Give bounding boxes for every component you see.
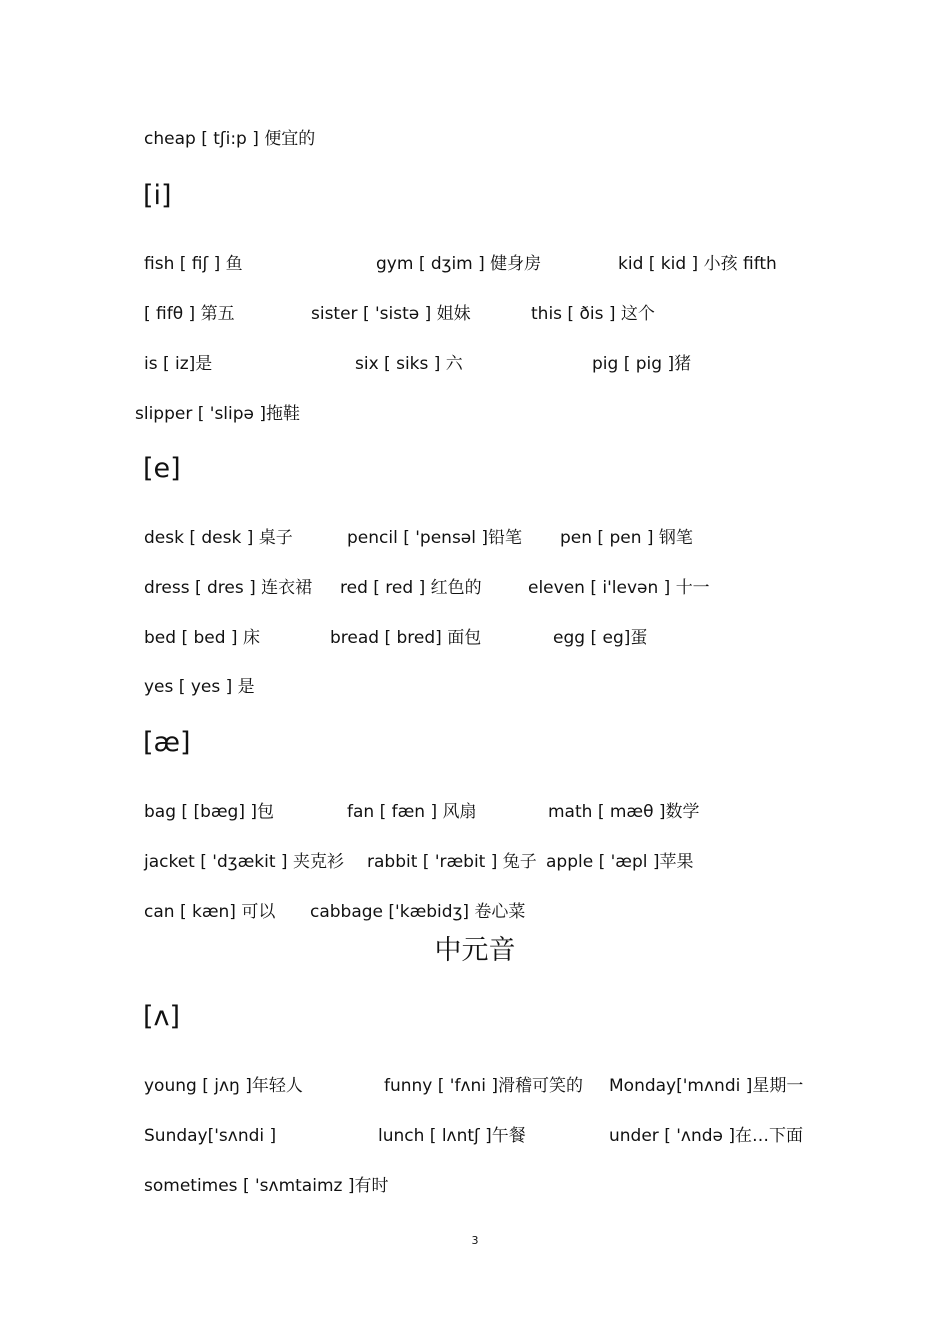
word-is: is [ iz]是: [144, 354, 213, 374]
word-eleven: eleven [ i'levən ] 十一: [528, 578, 710, 598]
word-jacket: jacket [ 'dʒækit ] 夹克衫: [144, 852, 344, 872]
word-this: this [ ðis ] 这个: [531, 304, 655, 324]
word-sometimes: sometimes [ 'sʌmtaimz ]有时: [144, 1176, 389, 1196]
word-kid: kid [ kid ] 小孩 fifth: [618, 254, 777, 274]
word-pen: pen [ pen ] 钢笔: [560, 528, 693, 548]
word-monday: Monday['mʌndi ]星期一: [609, 1076, 804, 1096]
word-gym: gym [ dʒim ] 健身房: [376, 254, 542, 274]
word-cabbage: cabbage ['kæbidʒ] 卷心菜: [310, 902, 526, 922]
word-pencil: pencil [ 'pensəl ]铅笔: [347, 528, 523, 548]
phoneme-heading-e: [e]: [143, 453, 181, 484]
word-bag: bag [ [bæg] ]包: [144, 802, 275, 822]
word-sunday: Sunday['sʌndi ]: [144, 1126, 277, 1146]
word-pig: pig [ pig ]猪: [592, 354, 692, 374]
phoneme-heading-ae: [æ]: [143, 727, 191, 758]
word-funny: funny [ 'fʌni ]滑稽可笑的: [384, 1076, 584, 1096]
phoneme-heading-i: [i]: [143, 180, 172, 211]
word-sister: sister [ 'sistə ] 姐妹: [311, 304, 471, 324]
word-six: six [ siks ] 六: [355, 354, 463, 374]
word-fan: fan [ fæn ] 风扇: [347, 802, 477, 822]
word-yes: yes [ yes ] 是: [144, 677, 255, 697]
word-rabbit: rabbit [ 'ræbit ] 兔子: [367, 852, 537, 872]
word-red: red [ red ] 红色的: [340, 578, 482, 598]
word-under: under [ 'ʌndə ]在…下面: [609, 1126, 804, 1146]
word-bed: bed [ bed ] 床: [144, 628, 260, 648]
word-young: young [ jʌŋ ]年轻人: [144, 1076, 303, 1096]
word-desk: desk [ desk ] 桌子: [144, 528, 293, 548]
word-bread: bread [ bred] 面包: [330, 628, 482, 648]
word-fish: fish [ fiʃ ] 鱼: [144, 254, 243, 274]
section-title: 中元音: [434, 935, 516, 966]
word-egg: egg [ eg]蛋: [553, 628, 648, 648]
word-math: math [ mæθ ]数学: [548, 802, 700, 822]
page-number: 3: [471, 1234, 479, 1247]
phoneme-heading-v: [ʌ]: [143, 1001, 181, 1032]
word-cheap: cheap [ tʃi:p ] 便宜的: [144, 129, 316, 149]
word-apple: apple [ 'æpl ]苹果: [546, 852, 694, 872]
word-fifth: [ fifθ ] 第五: [144, 304, 235, 324]
word-dress: dress [ dres ] 连衣裙: [144, 578, 313, 598]
word-lunch: lunch [ lʌntʃ ]午餐: [378, 1126, 526, 1146]
word-can: can [ kæn] 可以: [144, 902, 276, 922]
word-slipper: slipper [ 'slipə ]拖鞋: [135, 404, 301, 424]
